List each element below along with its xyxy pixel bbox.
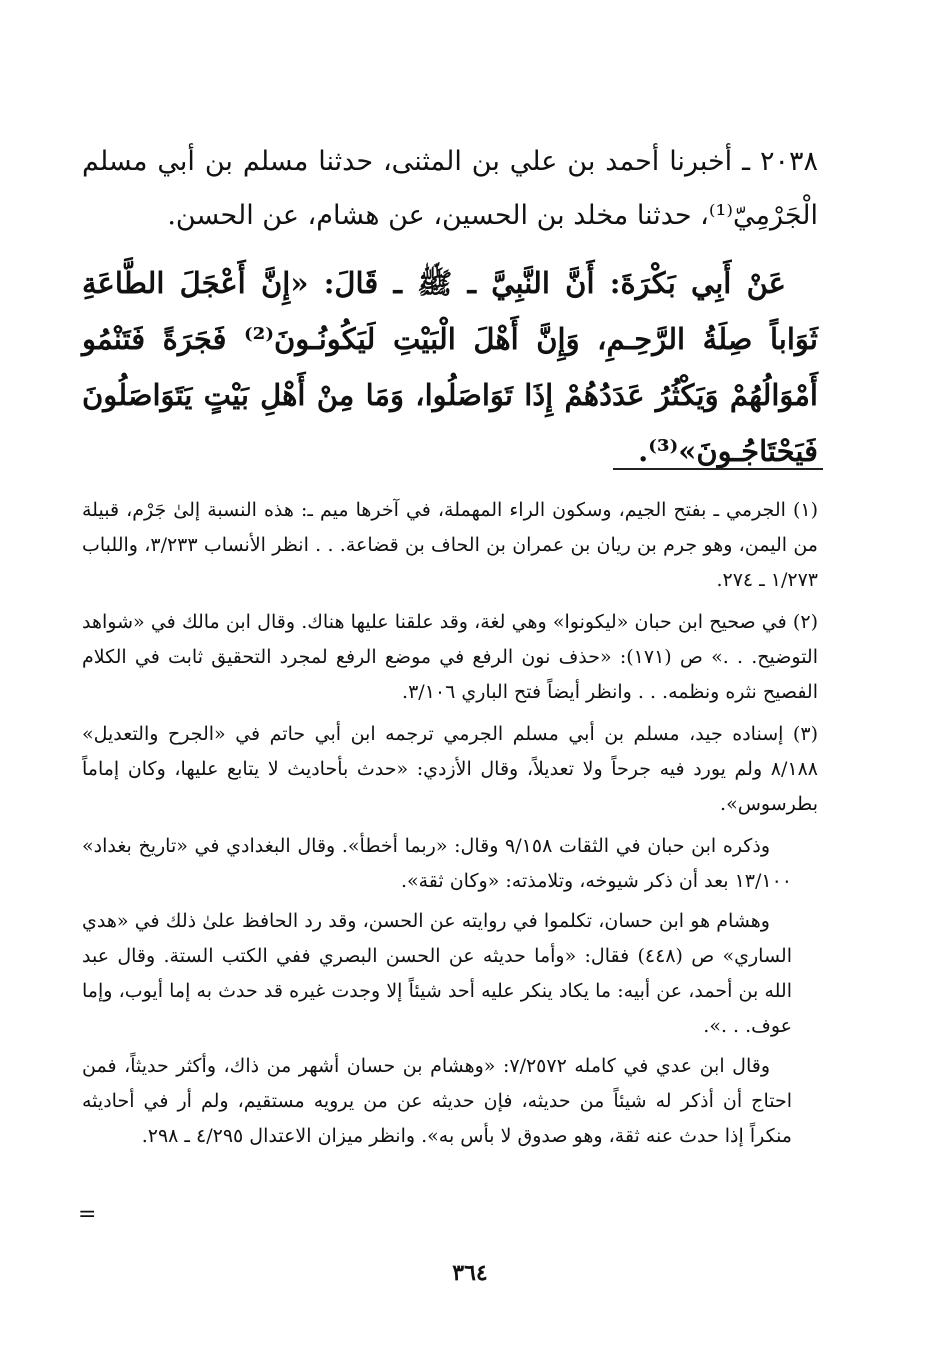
footnote-3-continuation-3: وقال ابن عدي في كامله ٧/٢٥٧٢: «وهشام بن حسان أشهر من ذاك، وأكثر حديثاً، فمن احتاج أن أذكر له شيئاً من حديثه، فإن حديثه عن من يرويه مستقيم، ولم أر في أحاديثه منكراً إذا حدث عنه ثقة، وهو صدوق لا بأس به». وانظر ميزان الاعتدال ٤/٢٩٥ ـ ٢٩٨. xyxy=(82,1055,792,1147)
footnote-3-continuation-1: وذكره ابن حبان في الثقات ٩/١٥٨ وقال: «ربما أخطأ». وقال البغدادي في «تاريخ بغداد» ١٣/١٠٠ بعد أن ذكر شيوخه، وتلامذته: «وكان ثقة». xyxy=(82,835,792,892)
footnote-3: (٣) إسناده جيد، مسلم بن أبي مسلم الجرمي ترجمه ابن أبي حاتم في «الجرح والتعديل» ٨/١٨٨ ولم يورد فيه جرحاً ولا تعديلاً، وقال الأزدي: «حدث بأحاديث لا يتابع عليها، وكان إماماً بطرسوس». xyxy=(82,723,818,815)
page-number: ٣٦٤ xyxy=(452,1260,488,1286)
main-text xyxy=(82,135,818,508)
footnotes xyxy=(82,493,818,1159)
hadith-matn: عَنْ أَبِي بَكْرَةَ: أَنَّ النَّبِيَّ ـ ﷺ ـ قَالَ: «إِنَّ أَعْجَلَ الطَّاعَةِ ثَوَاباً صِلَةُ الرَّحِـمِ، وَإِنَّ أَهْلَ الْبَيْتِ لَيَكُونُـونَ⁽²⁾ فَجَرَةً فَتَنْمُو أَمْوَالُهُمْ وَيَكْثُرُ عَدَدُهُمْ إِذَا تَوَاصَلُوا، وَمَا مِنْ أَهْلِ بَيْتٍ يَتَوَاصَلُونَ فَيَحْتَاجُـونَ»⁽³⁾. xyxy=(82,266,818,468)
footnote-1: (١) الجرمي ـ بفتح الجيم، وسكون الراء المهملة، في آخرها ميم ـ: هذه النسبة إلىٰ جَرْم، قبيلة من اليمن، وهو جرم بن ريان بن عمران بن الحاف بن قضاعة. . . انظر الأنساب ٣/٢٣٣، واللباب ١/٢٧٣ ـ ٢٧٤. xyxy=(82,499,818,591)
continuation-mark: = xyxy=(78,1202,97,1227)
footnote-3-continuation-2: وهشام هو ابن حسان، تكلموا في روايته عن الحسن، وقد رد الحافظ علىٰ ذلك في «هدي الساري» ص (٤٤٨) فقال: «وأما حديثه عن الحسن البصري ففي الكتب الستة. وقال عبد الله بن أحمد، عن أبيه: ما يكاد ينكر عليه أحد شيئاً إلا وجدت غيره قد حدث به إما أيوب، وإما عوف. . .». xyxy=(82,910,792,1037)
hadith-isnad: ٢٠٣٨ ـ أخبرنا أحمد بن علي بن المثنى، حدثنا مسلم بن أبي مسلم الْجَرْمِيّ⁽¹⁾، حدثنا مخلد بن الحسين، عن هشام، عن الحسن. xyxy=(82,146,818,231)
footnote-2: (٢) في صحيح ابن حبان «ليكونوا» وهي لغة، وقد علقنا عليها هناك. وقال ابن مالك في «شواهد التوضيح. . .» ص (١٧١): «حذف نون الرفع في موضع الرفع لمجرد التحقيق ثابت في الكلام الفصيح نثره ونظمه. . . وانظر أيضاً فتح الباري ٣/١٠٦. xyxy=(82,611,818,703)
footnote-separator xyxy=(613,468,823,470)
